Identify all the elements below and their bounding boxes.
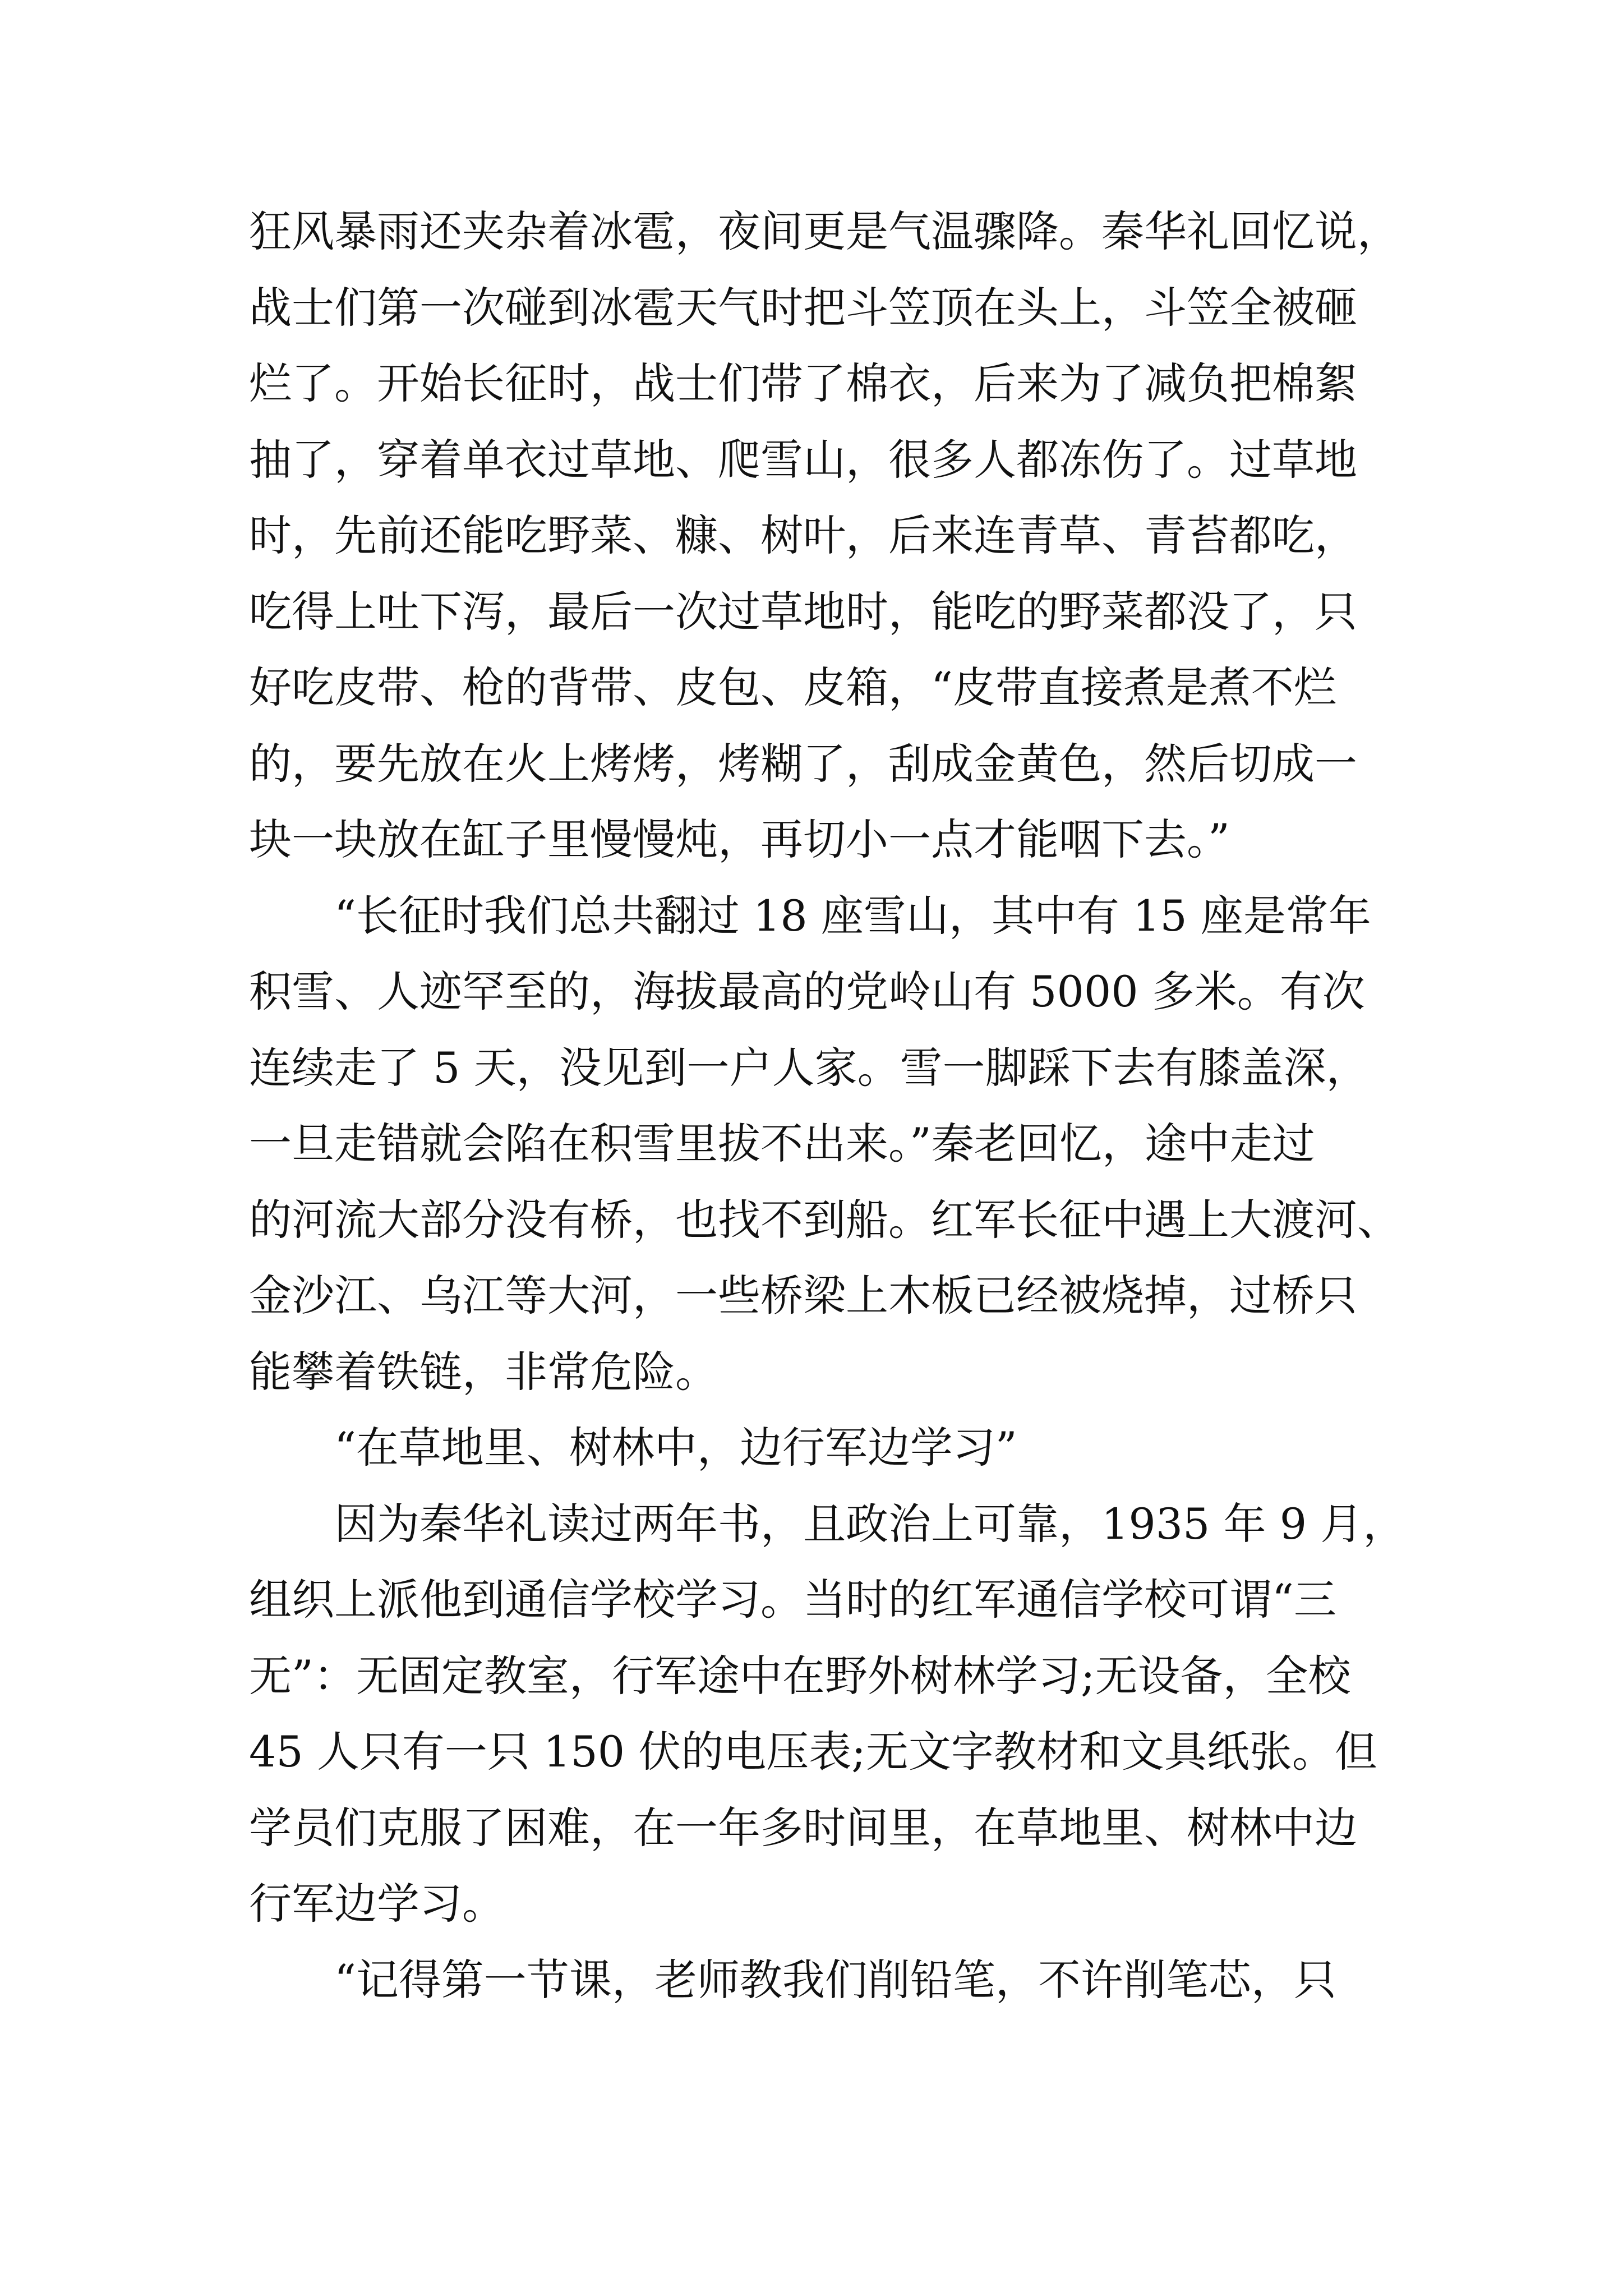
text-line: 的，要先放在火上烤烤，烤糊了，刮成金黄色，然后切成一	[249, 738, 1357, 789]
text-line: 时，先前还能吃野菜、糠、树叶，后来连青草、青苔都吃，	[249, 510, 1357, 560]
text-line: 狂风暴雨还夹杂着冰雹，夜间更是气温骤降。秦华礼回忆说，	[249, 206, 1400, 256]
text-line: 战士们第一次碰到冰雹天气时把斗笠顶在头上，斗笠全被砸	[249, 282, 1357, 333]
text-line: 行军边学习。	[249, 1879, 505, 1929]
text-line: “长征时我们总共翻过 18 座雪山，其中有 15 座是常年	[249, 890, 1371, 941]
body-text	[249, 194, 1406, 2018]
text-line: 45 人只有一只 150 伏的电压表;无文字教材和文具纸张。但	[249, 1727, 1377, 1777]
text-line: 能攀着铁链，非常危险。	[249, 1346, 718, 1397]
text-line: 因为秦华礼读过两年书，且政治上可靠，1935 年 9 月，	[249, 1498, 1406, 1549]
text-line: 烂了。开始长征时，战士们带了棉衣，后来为了减负把棉絮	[249, 358, 1357, 408]
text-line: 抽了，穿着单衣过草地、爬雪山，很多人都冻伤了。过草地	[249, 434, 1357, 485]
section-heading: “在草地里、树林中，边行军边学习”	[249, 1423, 1017, 1473]
text-line: 积雪、人迹罕至的，海拔最高的党岭山有 5000 多米。有次	[249, 967, 1365, 1016]
text-line: 块一块放在缸子里慢慢炖，再切小一点才能咽下去。”	[249, 815, 1230, 864]
text-line: 学员们克服了困难，在一年多时间里，在草地里、树林中边	[249, 1802, 1357, 1853]
text-line: 无”：无固定教室，行军途中在野外树林学习;无设备，全校	[249, 1650, 1351, 1701]
text-line: 吃得上吐下泻，最后一次过草地时，能吃的野菜都没了，只	[249, 586, 1357, 637]
text-line: “记得第一节课，老师教我们削铅笔，不许削笔芯，只	[249, 1954, 1336, 2005]
text-line: 连续走了 5 天，没见到一户人家。雪一脚踩下去有膝盖深，	[249, 1042, 1369, 1093]
text-line: 的河流大部分没有桥，也找不到船。红军长征中遇上大渡河、	[249, 1194, 1400, 1245]
text-line: 好吃皮带、枪的背带、皮包、皮箱，“皮带直接煮是煮不烂	[249, 662, 1336, 712]
text-line: 组织上派他到通信学校学习。当时的红军通信学校可谓“三	[249, 1575, 1336, 1625]
text-line: 一旦走错就会陷在积雪里拔不出来。”秦老回忆，途中走过	[249, 1119, 1315, 1168]
text-line: 金沙江、乌江等大河，一些桥梁上木板已经被烧掉，过桥只	[249, 1271, 1357, 1320]
